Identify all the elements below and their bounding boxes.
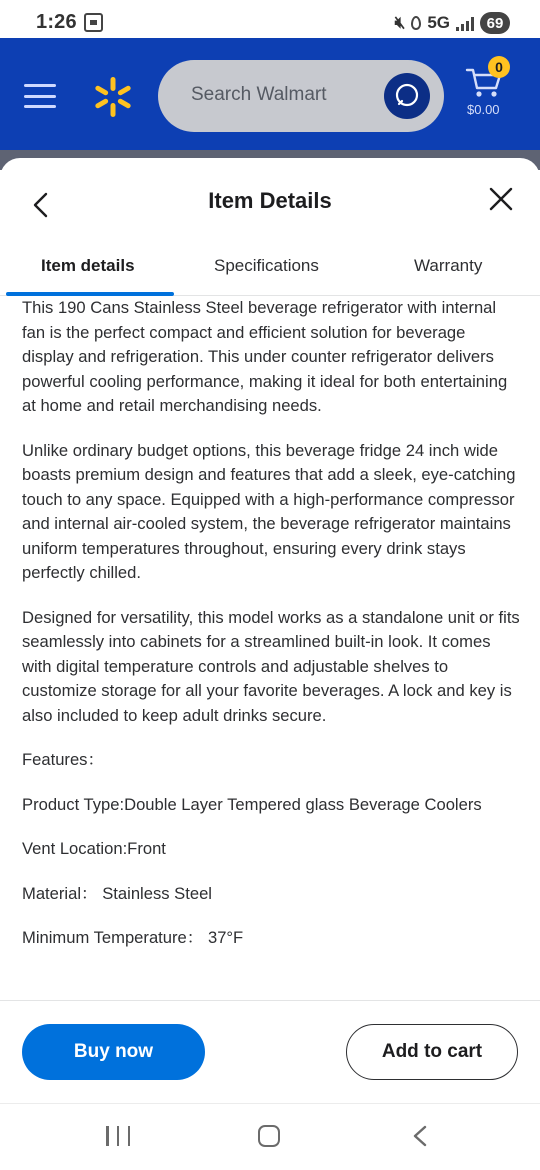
sheet-title: Item Details [208,188,332,213]
feature-item: Minimum Temperature： 37°F [22,928,244,947]
features-heading: Features： [22,750,105,769]
search-bar[interactable] [158,60,444,132]
item-description[interactable] [22,296,520,996]
mute-icon: 🔇︎ [394,13,406,32]
close-icon[interactable] [488,186,514,212]
buy-now-button[interactable]: Buy now [22,1024,205,1080]
status-time: 1:26 [36,11,77,33]
home-icon[interactable] [258,1125,280,1147]
cart-button[interactable] [464,60,514,130]
item-details-sheet [0,158,540,1170]
tab-warranty[interactable]: Warranty [414,256,483,275]
search-input[interactable]: Search Walmart [191,84,327,105]
nav-back-icon[interactable] [410,1124,430,1148]
feature-item: Material： Stainless Steel [22,883,212,903]
status-icons [395,11,510,35]
walmart-spark-logo[interactable] [92,76,134,118]
cart-count-badge: 0 [488,56,510,78]
feature-item: Vent Location:Front [22,839,166,858]
recent-apps-icon[interactable] [106,1126,130,1146]
search-button[interactable] [384,73,430,119]
battery-icon: 69 [480,12,510,34]
cart-total: $0.00 [467,102,500,117]
app-header [0,38,540,156]
feature-item: Product Type:Double Layer Tempered glass Beverage Coolers [22,794,482,814]
search-icon [394,83,420,109]
add-to-cart-button[interactable]: Add to cart [346,1024,518,1080]
footer-divider [0,1000,540,1001]
details-tabs [0,248,540,296]
menu-icon[interactable] [24,84,56,108]
description-paragraph: Designed for versatility, this model works as a standalone unit or fits seamlessly into cabinets for a streamlined built-in look. It comes with digital temperature controls and adjustable shelves to customize storage for all your favorite beverages. A lock and key is also included to keep adult drinks secure. [22,607,520,725]
signal-icon [456,15,474,31]
system-nav-bar [0,1103,540,1170]
tab-specifications[interactable]: Specifications [214,256,319,275]
tab-item-details[interactable]: Item details [41,256,135,275]
screenshot-icon [84,13,103,32]
description-paragraph: Unlike ordinary budget options, this beverage fridge 24 inch wide boasts premium design and features that add a sleek, eye-catching touch to any space. Equipped with a high-performance compressor and internal air-cooled system, the beverage refrigerator maintains uniform temperatures throughout, ensuring every drink stays perfectly chilled. [22,440,516,582]
network-label: 5G [427,13,450,32]
description-paragraph: This 190 Cans Stainless Steel beverage refrigerator with internal fan is the perfect compact and efficient solution for beverage display and refrigeration. This under counter refrigerator delivers powerful cooling performance, making it ideal for both entertaining at home and retail merchandising needs. [22,298,508,415]
location-icon [411,16,421,30]
